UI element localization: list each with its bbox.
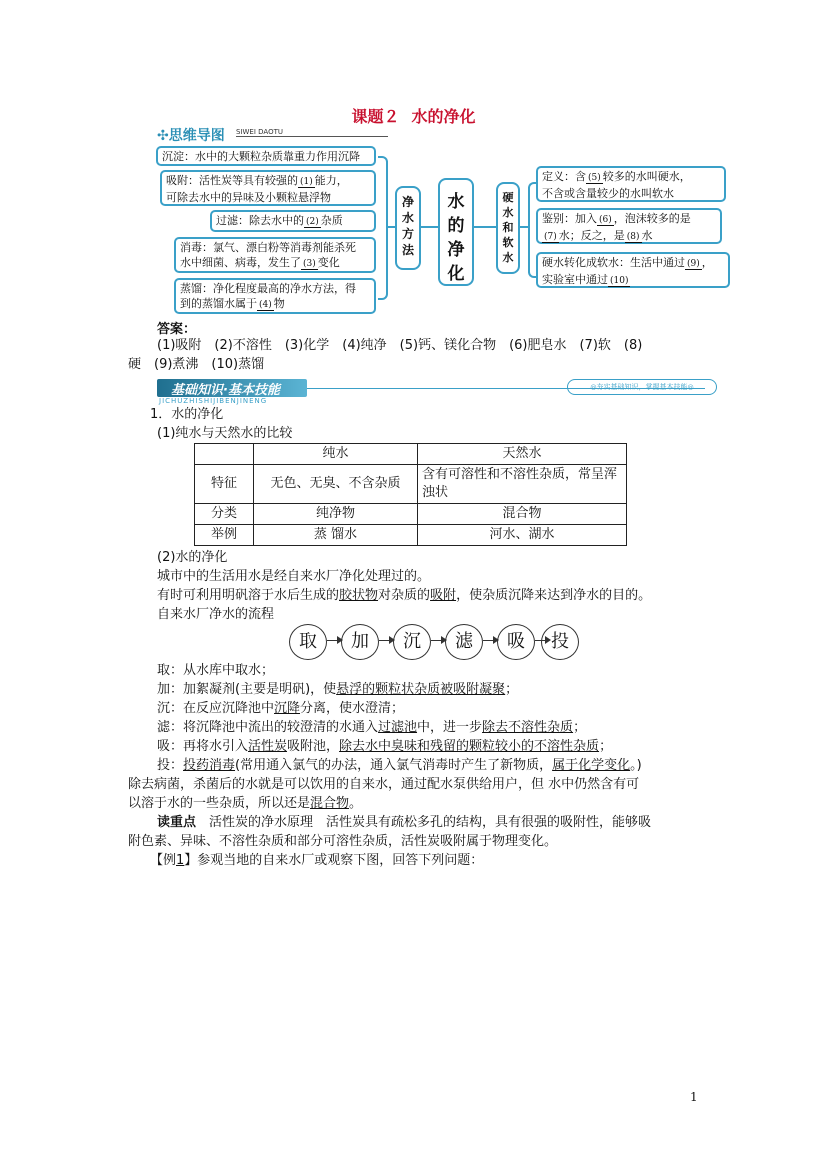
method-node: 净水方法: [395, 186, 421, 270]
step-jia: 加：加絮凝剂(主要是明矾)，使悬浮的颗粒状杂质被吸附凝聚；: [157, 682, 519, 697]
table-cell: 蒸 馏水: [254, 525, 418, 546]
mindmap-item-definition: 定义：含 (5) 较多的水叫硬水， 不含或含量较少的水叫软水: [536, 166, 726, 202]
table-cell: 河水、湖水: [418, 525, 627, 546]
flow-node: 投: [541, 624, 579, 660]
mindmap-item-disinfection: 消毒：氯气、漂白粉等消毒剂能杀死 水中细菌、病毒，发生了 (3) 变化: [174, 237, 376, 273]
table-header-cell: 天然水: [418, 444, 627, 465]
subsection-heading-2: (2)水的净化: [157, 550, 228, 565]
arrow-icon: [483, 640, 497, 641]
subsection-heading-1: (1)纯水与天然水的比较: [157, 426, 293, 441]
table-header-cell: [195, 444, 254, 465]
flow-node: 沉: [393, 624, 431, 660]
page-number: 1: [690, 1090, 698, 1104]
lesson-number: 课题２: [351, 107, 400, 126]
key-point-cont: 附色素、异味、不溶性杂质和部分可溶性杂质，活性炭吸附属于物理变化。: [128, 834, 558, 849]
table-row: [195, 465, 627, 504]
table-header-cell: 纯水: [254, 444, 418, 465]
step-tou-cont: 除去病菌，杀菌后的水就是可以饮用的自来水，通过配水泵供给用户，但 水中仍然含有可: [128, 777, 640, 792]
banner-right: ◎夯实基础知识，掌握基本技能◎: [567, 379, 717, 395]
answers-label: 答案：: [157, 322, 197, 337]
table-row: [195, 504, 627, 525]
mindmap-item-adsorption: 吸附：活性炭等具有较强的 (1) 能力， 可除去水中的异味及小颗粒悬浮物: [160, 170, 376, 206]
flow-node: 吸: [497, 624, 535, 660]
connector: [421, 226, 439, 228]
table-cell: 含有可溶性和不溶性杂质，常呈浑浊状: [418, 465, 627, 504]
mindmap-item-softening: 硬水转化成软水：生活中通过 (9) ， 实验室中通过 (10): [536, 252, 730, 288]
flow-node: 滤: [445, 624, 483, 660]
arrow-icon: [327, 640, 341, 641]
step-tou: 投：投药消毒(常用通入氯气的办法，通入氯气消毒时产生了新物质，属于化学变化。): [157, 758, 642, 773]
answers-line-2: 硬 (9)煮沸 (10)蒸馏: [128, 357, 265, 372]
arrow-icon: [431, 640, 445, 641]
process-flow: [289, 624, 579, 660]
table-cell: 分类: [195, 504, 254, 525]
mindmap-item-sedimentation: 沉淀：水中的大颗粒杂质靠重力作用沉降: [156, 146, 376, 166]
paragraph: 自来水厂净水的流程: [157, 607, 275, 622]
table-cell: 混合物: [418, 504, 627, 525]
lesson-name: 水的净化: [411, 107, 476, 126]
table-header-row: [195, 444, 627, 465]
section-heading-1: 1．水的净化: [150, 407, 224, 422]
arrow-icon: [379, 640, 393, 641]
answers-line-1: (1)吸附 (2)不溶性 (3)化学 (4)纯净 (5)钙、镁化合物 (6)肥皂水 (7)软 (8): [157, 338, 643, 353]
mindmap-header: ✣思维导图: [157, 128, 225, 144]
banner-title: 基础知识·基本技能: [171, 383, 280, 398]
left-bracket: [378, 156, 388, 300]
step-xi: 吸：再将水引入活性炭吸附池，除去水中臭味和残留的颗粒较小的不溶性杂质；: [157, 739, 613, 754]
flow-node: 加: [341, 624, 379, 660]
connector: [474, 226, 496, 228]
key-point: 读重点 活性炭的净水原理 活性炭具有疏松多孔的结构，具有很强的吸附性，能够吸: [157, 815, 652, 830]
center-node: 水的净化: [438, 178, 474, 286]
step-tou-cont: 以溶于水的一些杂质，所以还是混合物。: [128, 796, 363, 811]
mindmap-item-identification: 鉴别：加入 (6) ，泡沫较多的是 (7) 水；反之，是 (8) 水: [536, 208, 722, 244]
example-prompt: 【例1】参观当地的自来水厂或观察下图，回答下列问题：: [150, 853, 484, 868]
section-banner: [157, 379, 717, 405]
mindmap-item-filtration: 过滤：除去水中的 (2) 杂质: [210, 210, 376, 232]
table-row: [195, 525, 627, 546]
comparison-table: [194, 443, 627, 546]
table-cell: 无色、无臭、不含杂质: [254, 465, 418, 504]
mindmap-item-distillation: 蒸馏：净化程度最高的净水方法，得 到的蒸馏水属于 (4) 物: [174, 278, 376, 314]
mindmap-header-sub: SIWEI DAOTU: [236, 128, 388, 137]
table-cell: 纯净物: [254, 504, 418, 525]
flow-node: 取: [289, 624, 327, 660]
step-chen: 沉：在反应沉降池中沉降分离，使水澄清；: [157, 701, 405, 716]
hard-water-node: 硬水和软水: [496, 182, 520, 274]
step-lv: 滤：将沉降池中流出的较澄清的水通入过滤池中，进一步除去不溶性杂质；: [157, 720, 587, 735]
table-cell: 特征: [195, 465, 254, 504]
page-title: [0, 104, 827, 127]
paragraph: 城市中的生活用水是经自来水厂净化处理过的。: [157, 569, 431, 584]
step-qu: 取：从水库中取水；: [157, 663, 275, 678]
table-cell: 举例: [195, 525, 254, 546]
paragraph: 有时可利用明矾溶于水后生成的胶状物对杂质的吸附，使杂质沉降来达到净水的目的。: [157, 588, 652, 603]
banner-sub: JICHUZHISHIJIBENJINENG: [159, 397, 268, 405]
